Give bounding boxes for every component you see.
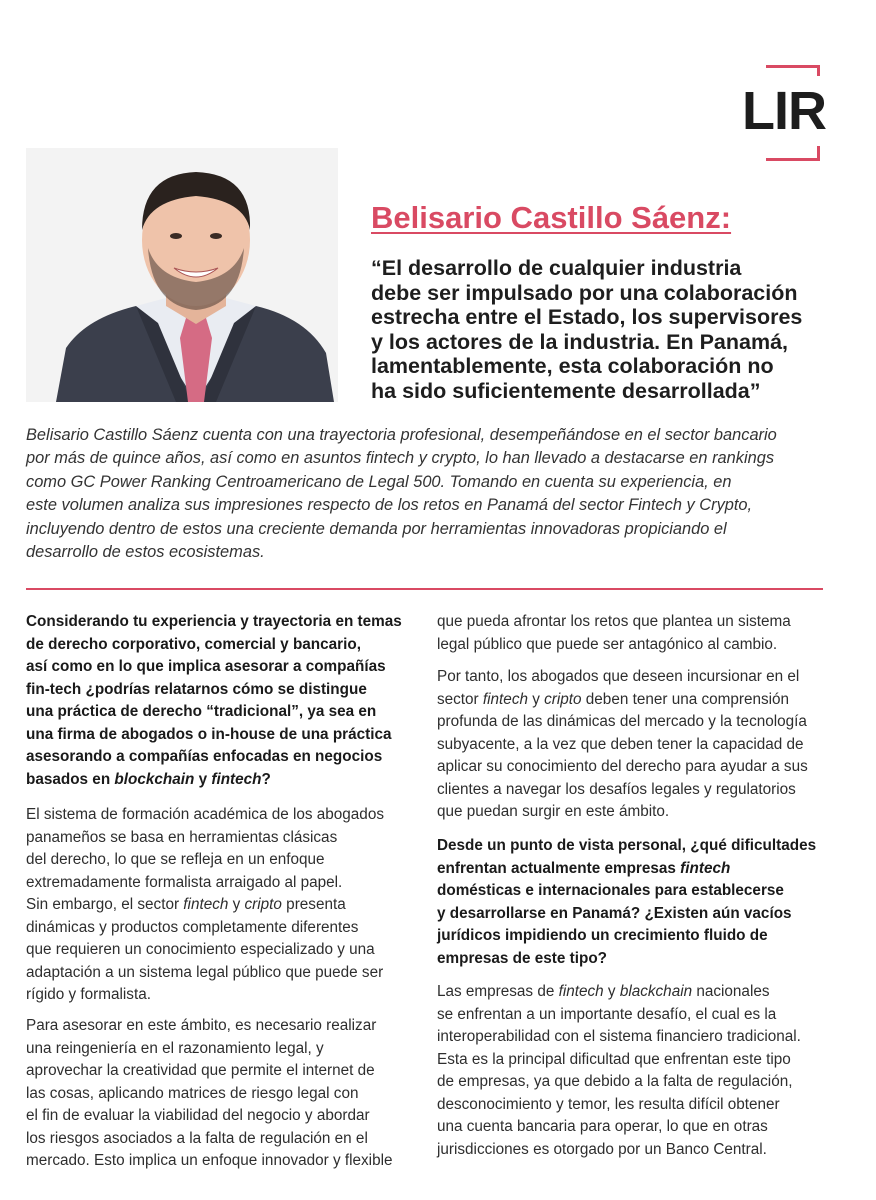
question-line: una práctica de derecho “tradicional”, ya sea en	[26, 703, 377, 720]
text-line: Por tanto, los abogados que deseen incursionar en el	[437, 668, 800, 685]
question-line: así como en lo que implica asesorar a compañías	[26, 658, 386, 675]
text-line: legal público que puede ser antagónico al cambio.	[437, 635, 778, 653]
question-line: enfrentan actualmente empresas fintech	[437, 859, 731, 877]
intro-line: como GC Power Ranking Centroamericano de Legal 500. Tomando en cuenta su experiencia, en	[26, 472, 732, 491]
portrait-photo	[26, 148, 338, 402]
answer-1-paragraph-1	[26, 804, 384, 1007]
question-line: jurídicos impidiendo un crecimiento fluido de	[437, 927, 768, 944]
intro-line: este volumen analiza sus impresiones respecto de los retos en Panamá del sector Fintech y Crypto,	[26, 496, 753, 515]
text-line: subyacente, a la vez que deben tener la capacidad de	[437, 735, 804, 753]
lir-logo	[738, 62, 828, 166]
text-line: se enfrentan a un importante desafío, el cual es la	[437, 1005, 777, 1023]
intro-line: incluyendo dentro de estos una creciente demanda por herramientas innovadoras propiciando el	[26, 519, 727, 538]
question-line: Desde un punto de vista personal, ¿qué dificultades	[437, 837, 817, 854]
text-line: Sin embargo, el sector fintech y cripto presenta	[26, 896, 346, 913]
question-line: Considerando tu experiencia y trayectoria en temas	[26, 613, 402, 630]
intro-line: desarrollo de estos ecosistemas.	[26, 543, 265, 562]
text-line: una cuenta bancaria para operar, lo que en otras	[437, 1118, 768, 1135]
question-line: fin-tech ¿podrías relatarnos cómo se distingue	[26, 680, 367, 698]
text-line: panameños se basa en herramientas clásicas	[26, 828, 338, 846]
text-line: desconocimiento y temor, les resulta difícil obtener	[437, 1095, 780, 1113]
quote-line: ha sido suficientemente desarrollada”	[371, 378, 761, 403]
text-line: adaptación a un sistema legal público que puede ser	[26, 963, 384, 981]
text-line: Las empresas de fintech y blackchain nacionales	[437, 983, 770, 1000]
text-line: que puedan surgir en este ámbito.	[437, 803, 670, 820]
quote-line: debe ser impulsado por una colaboración	[371, 280, 798, 305]
question-line: y desarrollarse en Panamá? ¿Existen aún vacíos	[437, 904, 792, 922]
quote-line: y los actores de la industria. En Panamá,	[371, 329, 789, 354]
text-line: que pueda afrontar los retos que plantea un sistema	[437, 613, 791, 630]
text-line: una reingeniería en el razonamiento legal, y	[26, 1039, 324, 1057]
text-line: el fin de evaluar la viabilidad del negocio y abordar	[26, 1107, 370, 1124]
question-line: una firma de abogados o in-house de una práctica	[26, 725, 392, 743]
question-1	[26, 611, 402, 791]
question-2	[437, 835, 816, 970]
text-line: mercado. Esto implica un enfoque innovador y flexible	[26, 1152, 393, 1169]
question-line: basados en blockchain y fintech?	[26, 770, 271, 788]
headline-quote	[371, 256, 841, 403]
text-line: clientes a navegar los desafíos legales y regulatorios	[437, 780, 796, 798]
text-line: dinámicas y productos completamente diferentes	[26, 918, 359, 936]
logo-text: LIR	[742, 76, 829, 146]
text-line: interoperabilidad con el sistema financiero tradicional.	[437, 1028, 801, 1045]
section-divider	[26, 588, 823, 590]
text-line: que requieren un conocimiento especializado y una	[26, 941, 375, 958]
text-line: Esta es la principal dificultad que enfrentan este tipo	[437, 1050, 791, 1068]
text-line: aplicar su conocimiento del derecho para ayudar a sus	[437, 758, 808, 775]
answer-1-continued	[437, 611, 791, 656]
answer-2	[437, 981, 801, 1161]
intro-paragraph	[26, 424, 826, 564]
text-line: Para asesorar en este ámbito, es necesario realizar	[26, 1017, 377, 1034]
question-line: domésticas e internacionales para establecerse	[437, 882, 784, 899]
quote-line: estrecha entre el Estado, los supervisores	[371, 305, 803, 329]
text-line: de empresas, ya que debido a la falta de regulación,	[437, 1073, 793, 1090]
question-line: de derecho corporativo, comercial y bancario,	[26, 635, 361, 653]
text-line: jurisdicciones es otorgado por un Banco Central.	[437, 1140, 767, 1158]
intro-line: Belisario Castillo Sáenz cuenta con una trayectoria profesional, desempeñándose en el sector bancario	[26, 426, 777, 444]
text-line: sector fintech y cripto deben tener una comprensión	[437, 690, 790, 708]
interviewee-name: Belisario Castillo Sáenz:	[371, 200, 732, 235]
text-line: del derecho, lo que se refleja en un enfoque	[26, 851, 325, 868]
answer-1-paragraph-2	[26, 1015, 392, 1173]
quote-line: “El desarrollo de cualquier industria	[371, 256, 742, 280]
text-line: extremadamente formalista arraigado al papel.	[26, 873, 343, 891]
intro-line: por más de quince años, así como en asuntos fintech y crypto, lo han llevado a destacarse en rankings	[26, 449, 775, 468]
quote-line: lamentablemente, esta colaboración no	[371, 354, 774, 378]
text-line: profunda de las dinámicas del mercado y la tecnología	[437, 713, 807, 730]
answer-1-paragraph-4	[437, 666, 808, 824]
text-line: aprovechar la creatividad que permite el internet de	[26, 1062, 375, 1079]
text-line: las cosas, aplicando matrices de riesgo legal con	[26, 1084, 359, 1102]
text-line: El sistema de formación académica de los abogados	[26, 806, 384, 823]
question-line: empresas de este tipo?	[437, 949, 608, 967]
text-line: los riesgos asociados a la falta de regulación en el	[26, 1129, 368, 1147]
text-line: rígido y formalista.	[26, 986, 151, 1003]
question-line: asesorando a compañías enfocadas en negocios	[26, 748, 383, 765]
